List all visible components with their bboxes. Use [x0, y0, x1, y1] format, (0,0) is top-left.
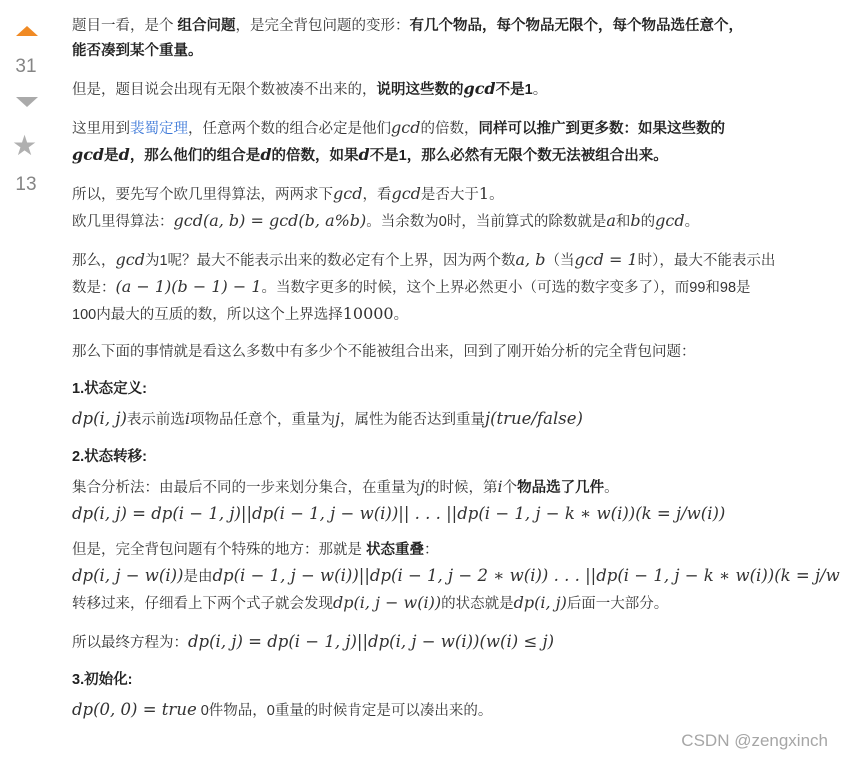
text: 这里用到: [72, 121, 130, 137]
text: 是否大于: [420, 187, 479, 203]
paragraph-state-transition: [72, 474, 838, 526]
text: 。: [604, 480, 619, 496]
math: d: [260, 145, 272, 164]
math: gcd = 1: [574, 250, 638, 269]
bold-text: 组合问题: [177, 18, 236, 34]
text: 。: [532, 82, 548, 98]
math: dp(i, j): [513, 593, 567, 612]
bold-text: 不是1，那么必然有无限个数无法被组合出来。: [369, 148, 668, 164]
math: d: [118, 145, 130, 164]
answer-content: [72, 14, 838, 736]
paragraph-final-equation: [72, 629, 838, 656]
text: ：: [424, 542, 439, 558]
text: 是由: [183, 569, 213, 585]
bold-text: 的倍数，如果: [271, 148, 359, 164]
text: 0件物品，0重量的时候肯定是可以凑出来的。: [196, 703, 493, 719]
text: 的: [640, 214, 656, 230]
text: 的倍数，: [420, 121, 479, 137]
math: b: [630, 211, 641, 230]
text: 所以，要先写个欧几里得算法，两两求下: [72, 187, 333, 203]
math: i: [497, 477, 503, 496]
math-equation: dp(0, 0) = true: [72, 700, 197, 719]
text: 的时候，第: [424, 480, 498, 496]
math: gcd: [463, 79, 496, 98]
text: 但是，完全背包问题有个特殊的地方：那就是: [72, 542, 367, 558]
math-equation: dp(i, j) = dp(i − 1, j)||dp(i, j − w(i))(w(i) ≤ j): [188, 632, 555, 651]
text: 欧几里得算法：: [72, 214, 174, 230]
text: 。: [489, 187, 504, 203]
text: 。当数字更多的时候，这个上界必然更小（可选的数字变多了），而99和98是: [261, 280, 751, 296]
paragraph-transition: 那么下面的事情就是看这么多数中有多少个不能被组合出来，回到了刚开始分析的完全背包问题：: [72, 344, 696, 360]
math: dp(i, j − w(i)): [333, 593, 442, 612]
bold-text: 同样可以推广到更多数：如果这些数的: [478, 121, 725, 137]
bold-text: 物品选了几件: [517, 480, 605, 496]
upvote-arrow-icon[interactable]: [16, 26, 38, 36]
text: 100内最大的互质的数，所以这个上界选择: [72, 307, 343, 323]
bezout-theorem-link[interactable]: 裴蜀定理: [130, 121, 188, 137]
text: 。: [684, 214, 700, 230]
math: d: [358, 145, 370, 164]
math: j(true/false): [484, 409, 583, 428]
bold-text: 说明这些数的: [376, 82, 464, 98]
downvote-arrow-icon[interactable]: [16, 97, 38, 107]
math: gcd: [391, 118, 421, 137]
math-equation: dp(i − 1, j − w(i))||dp(i − 1, j − 2 ∗ w(i)) . . . ||dp(i − 1, j − k ∗ w(i))(k = j/w: [212, 566, 840, 585]
math: a: [606, 211, 616, 230]
section-heading-state-definition: 1.状态定义:: [72, 381, 147, 397]
text: 个: [502, 480, 518, 496]
favorite-count: 13: [15, 174, 37, 195]
paragraph-bezout: [72, 115, 838, 169]
paragraph-initialization: [72, 697, 838, 724]
math-equation: (a − 1)(b − 1) − 1: [115, 277, 262, 296]
math: i: [184, 409, 191, 428]
text: 集合分析法：由最后不同的一步来划分集合，在重量为: [72, 480, 420, 496]
math: gcd: [655, 211, 685, 230]
text: 和: [615, 214, 631, 230]
text: ，属性为能否达到重量: [339, 412, 485, 428]
text: 表示前选: [126, 412, 185, 428]
bold-text: 能否凑到某个重量。: [72, 43, 203, 59]
favorite-star-icon[interactable]: ★: [12, 130, 38, 161]
text: 题目一看，是个: [72, 18, 178, 34]
math-equation: gcd(a, b) = gcd(b, a%b): [173, 211, 367, 230]
bold-text: 是: [104, 148, 119, 164]
math: a, b: [515, 250, 546, 269]
text: （当: [545, 253, 575, 269]
text: ，看: [362, 187, 392, 203]
math: dp(i, j − w(i)): [72, 566, 184, 585]
text: 。当余数为0时，当前算式的除数就是: [366, 214, 607, 230]
math: 1: [478, 184, 490, 203]
text: 时），最大不能表示出: [637, 253, 776, 269]
text: ，任意两个数的组合必定是他们: [188, 121, 391, 137]
text: 转移过来，仔细看上下两个式子就会发现: [72, 596, 333, 612]
text: 那么，: [72, 253, 116, 269]
paragraph-state-overlap: [72, 538, 838, 617]
paragraph-euclid: [72, 181, 838, 235]
math: gcd: [115, 250, 145, 269]
text: 的状态就是: [441, 596, 514, 612]
paragraph-state-definition: [72, 406, 838, 433]
math: dp(i, j): [72, 409, 127, 428]
text: 数是：: [72, 280, 116, 296]
vote-count: 31: [15, 56, 37, 77]
bold-text: 状态重叠: [366, 542, 425, 558]
paragraph-intro: [72, 14, 838, 64]
section-heading-initialization: 3.初始化:: [72, 672, 133, 688]
bold-text: 不是1: [495, 82, 533, 98]
math: j: [335, 409, 340, 428]
text: ，是完全背包问题的变形：: [235, 18, 410, 34]
math: j: [420, 477, 425, 496]
math: gcd: [333, 184, 363, 203]
text: 为1呢？最大不能表示出来的数必定有个上界，因为两个数: [144, 253, 516, 269]
text: 项物品任意个，重量为: [190, 412, 336, 428]
bold-text: 有几个物品，每个物品无限个，每个物品选任意个，: [409, 18, 744, 34]
math-equation: dp(i, j) = dp(i − 1, j)||dp(i − 1, j − w(i))|| . . . ||dp(i − 1, j − k ∗ w(i))(k = j/w(i)): [72, 504, 726, 523]
paragraph-gcd: [72, 76, 838, 103]
text: 但是，题目说会出现有无限个数被凑不出来的，: [72, 82, 377, 98]
math: gcd: [391, 184, 421, 203]
math: 10000: [342, 304, 394, 323]
csdn-watermark: CSDN @zengxinch: [681, 731, 828, 750]
text: 。: [393, 307, 409, 323]
text: 所以最终方程为：: [72, 635, 188, 651]
section-heading-state-transition: 2.状态转移:: [72, 449, 147, 465]
math: gcd: [72, 145, 105, 164]
bold-text: ，那么他们的组合是: [129, 148, 261, 164]
paragraph-upper-bound: [72, 247, 838, 328]
text: 后面一大部分。: [566, 596, 669, 612]
